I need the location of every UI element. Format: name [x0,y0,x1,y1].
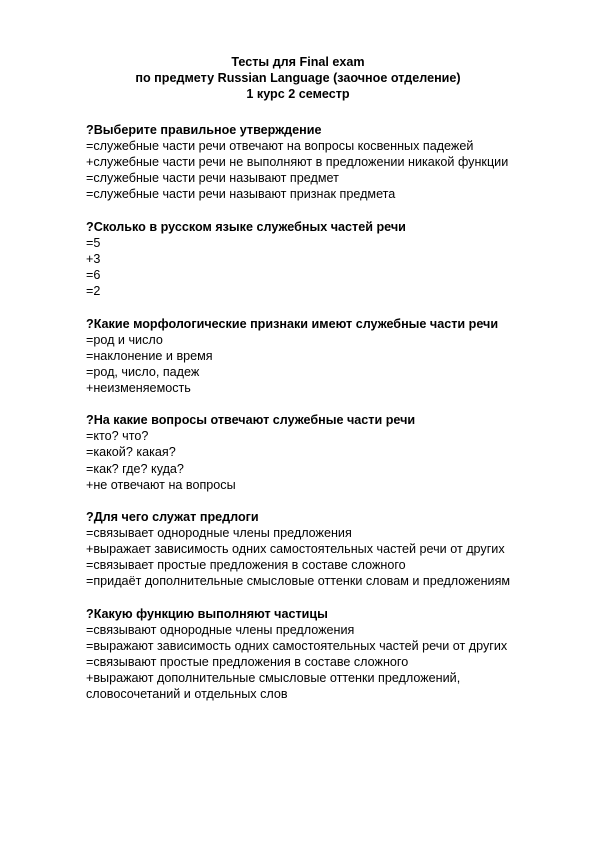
question-title: ?На какие вопросы отвечают служебные части речи [86,413,416,428]
answer-option: =связывает однородные члены предложения [86,526,352,541]
answer-option: =род, число, падеж [86,364,200,379]
document-header [0,54,596,102]
question-block [86,122,548,202]
answer-option: +3 [86,251,101,266]
answer-option: =служебные части речи называют признак предмета [86,187,396,202]
question-block [86,606,548,703]
answer-option: =наклонение и время [86,348,213,363]
question-block [86,316,548,396]
answer-option: =связывает простые предложения в составе сложного [86,558,406,573]
answer-option: =служебные части речи отвечают на вопросы косвенных падежей [86,139,474,154]
answer-option: =выражают зависимость одних самостоятельных частей речи от других [86,639,508,654]
question-block [86,219,548,299]
answer-option: =связывают однородные члены предложения [86,622,355,637]
answer-option: =кто? что? [86,429,149,444]
answer-option: +служебные части речи не выполняют в предложении никакой функции [86,155,509,170]
question-block [86,509,548,589]
answer-option: =придаёт дополнительные смысловые оттенки словам и предложениям [86,574,511,589]
answer-option: =служебные части речи называют предмет [86,171,339,186]
answer-option: +не отвечают на вопросы [86,477,236,492]
question-title: ?Сколько в русском языке служебных частей речи [86,219,406,234]
answer-option: +выражают дополнительные смысловые оттенки предложений, словосочетаний и отдельных слов [86,671,461,702]
answer-option: =2 [86,284,101,299]
answer-option: =5 [86,235,101,250]
question-title: ?Какую функцию выполняют частицы [86,606,328,621]
question-title: ?Какие морфологические признаки имеют служебные части речи [86,316,499,331]
header-course: 1 курс 2 семестр [246,87,350,101]
answer-option: +неизменяемость [86,380,191,395]
answer-option: =какой? какая? [86,445,176,460]
header-title: Тесты для Final exam [231,55,365,69]
header-subject: по предмету Russian Language (заочное отделение) [135,71,461,85]
question-block [86,412,548,492]
question-title: ?Для чего служат предлоги [86,510,259,525]
answer-option: =связывают простые предложения в составе сложного [86,655,409,670]
answer-option: =6 [86,268,101,283]
answer-option: +выражает зависимость одних самостоятельных частей речи от других [86,542,505,557]
answer-option: =род и число [86,332,163,347]
questions-list [86,122,548,719]
question-title: ?Выберите правильное утверждение [86,123,322,137]
answer-option: =как? где? куда? [86,461,184,476]
